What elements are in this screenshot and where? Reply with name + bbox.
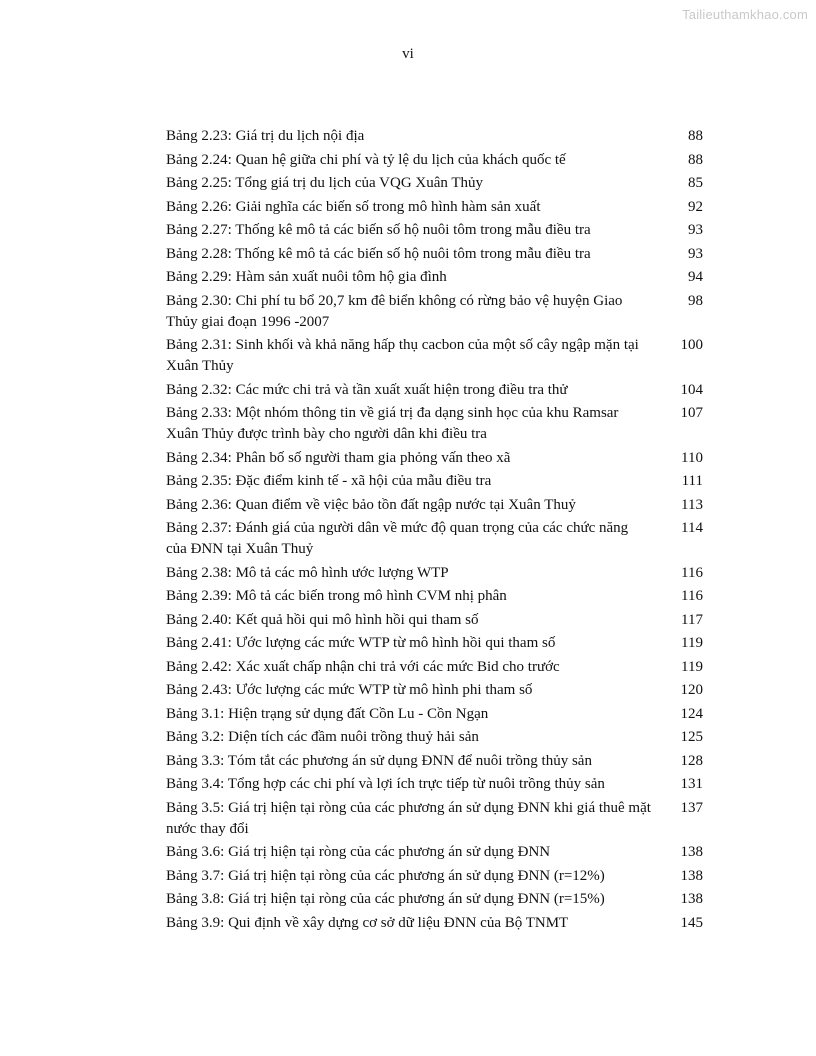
toc-entry-label: Bảng 3.4: Tổng hợp các chi phí và lợi ích trực tiếp từ nuôi trồng thủy sản [166, 776, 605, 792]
toc-entry [166, 889, 703, 910]
toc-entry [166, 842, 703, 863]
table-of-contents [166, 126, 703, 936]
toc-entry-page: 107 [680, 405, 703, 421]
toc-entry-label: Bảng 3.9: Qui định về xây dựng cơ sở dữ liệu ĐNN của Bộ TNMT [166, 914, 569, 931]
toc-entry-label: Bảng 3.1: Hiện trạng sử dụng đất Cồn Lu - Cồn Ngạn [166, 705, 489, 722]
toc-entry-page: 125 [680, 729, 703, 745]
toc-entry [166, 197, 703, 218]
toc-entry-page: 131 [680, 776, 703, 792]
toc-entry-page: 113 [681, 496, 703, 513]
toc-entry [166, 291, 703, 333]
toc-entry-label: Bảng 2.42: Xác xuất chấp nhận chi trả với các mức Bid cho trước [166, 658, 560, 675]
toc-entry-label: Bảng 3.5: Giá trị hiện tại ròng của các phương án sử dụng ĐNN khi giá thuê mặt nước thay đổi [166, 799, 651, 837]
toc-entry-page: 138 [680, 891, 703, 907]
toc-entry-label: Bảng 2.39: Mô tả các biến trong mô hình CVM nhị phân [166, 588, 507, 604]
toc-entry-page: 100 [680, 337, 703, 353]
toc-entry-label: Bảng 2.35: Đặc điểm kinh tế - xã hội của mẫu điều tra [166, 473, 492, 489]
toc-entry-label: Bảng 3.2: Diện tích các đầm nuôi trồng thuỷ hải sản [166, 729, 479, 745]
toc-entry [166, 633, 703, 654]
toc-entry [166, 150, 703, 171]
toc-entry [166, 173, 703, 194]
toc-entry-page: 92 [688, 198, 703, 215]
toc-entry [166, 751, 703, 772]
toc-entry-page: 114 [681, 520, 703, 536]
toc-entry-label: Bảng 3.6: Giá trị hiện tại ròng của các phương án sử dụng ĐNN [166, 844, 551, 860]
toc-entry-label: Bảng 2.31: Sinh khối và khả năng hấp thụ cacbon của một số cây ngập mặn tại Xuân Thủy [166, 337, 639, 374]
toc-entry-label: Bảng 2.26: Giải nghĩa các biến số trong mô hình hàm sản xuất [166, 198, 541, 215]
toc-entry-page: 119 [681, 635, 703, 651]
toc-entry-page: 138 [680, 867, 703, 884]
toc-entry-page: 104 [680, 381, 703, 398]
toc-entry-page: 120 [680, 682, 703, 698]
toc-entry [166, 657, 703, 678]
toc-entry [166, 448, 703, 469]
toc-entry-label: Bảng 2.40: Kết quả hồi qui mô hình hồi qui tham số [166, 611, 479, 628]
toc-entry [166, 680, 703, 701]
toc-entry [166, 220, 703, 241]
toc-entry-page: 116 [681, 564, 703, 581]
toc-entry-page: 119 [681, 658, 703, 675]
toc-entry-label: Bảng 3.7: Giá trị hiện tại ròng của các phương án sử dụng ĐNN (r=12%) [166, 867, 605, 884]
toc-entry [166, 403, 703, 445]
toc-entry-page: 88 [688, 151, 703, 168]
toc-entry-label: Bảng 2.25: Tổng giá trị du lịch của VQG Xuân Thủy [166, 175, 484, 191]
toc-entry-page: 137 [680, 799, 703, 816]
toc-entry [166, 563, 703, 584]
toc-entry-page: 85 [688, 175, 703, 191]
toc-entry [166, 913, 703, 934]
toc-entry [166, 518, 703, 560]
page-number: vi [402, 46, 414, 62]
toc-entry-label: Bảng 3.3: Tóm tắt các phương án sử dụng ĐNN để nuôi trồng thủy sản [166, 752, 592, 769]
toc-entry-page: 128 [680, 752, 703, 769]
toc-entry-page: 88 [688, 128, 703, 144]
toc-entry [166, 727, 703, 748]
toc-entry-page: 145 [680, 914, 703, 931]
toc-entry [166, 471, 703, 492]
toc-entry [166, 244, 703, 265]
toc-entry [166, 495, 703, 516]
toc-entry-label: Bảng 2.37: Đánh giá của người dân về mức độ quan trọng của các chức năng của ĐNN tại Xuân Thuỷ [166, 520, 629, 557]
toc-entry-label: Bảng 2.29: Hàm sản xuất nuôi tôm hộ gia đình [166, 269, 447, 285]
toc-entry-label: Bảng 3.8: Giá trị hiện tại ròng của các phương án sử dụng ĐNN (r=15%) [166, 891, 605, 907]
toc-entry-label: Bảng 2.27: Thống kê mô tả các biến số hộ nuôi tôm trong mẫu điều tra [166, 222, 591, 238]
toc-entry-label: Bảng 2.28: Thống kê mô tả các biến số hộ nuôi tôm trong mẫu điều tra [166, 245, 591, 262]
toc-entry-page: 124 [680, 705, 703, 722]
toc-entry-label: Bảng 2.24: Quan hệ giữa chi phí và tỷ lệ du lịch của khách quốc tế [166, 151, 566, 168]
toc-entry-label: Bảng 2.34: Phân bố số người tham gia phỏng vấn theo xã [166, 449, 511, 466]
toc-entry [166, 798, 703, 840]
toc-entry-page: 111 [681, 473, 703, 489]
toc-entry-page: 138 [680, 844, 703, 860]
toc-entry-label: Bảng 2.41: Ước lượng các mức WTP từ mô hình hồi qui tham số [166, 635, 556, 651]
toc-entry-page: 117 [681, 611, 703, 628]
toc-entry-label: Bảng 2.43: Ước lượng các mức WTP từ mô hình phi tham số [166, 682, 533, 698]
toc-entry-label: Bảng 2.32: Các mức chi trả và tần xuất xuất hiện trong điều tra thử [166, 381, 568, 398]
toc-entry-label: Bảng 2.23: Giá trị du lịch nội địa [166, 128, 365, 144]
toc-entry [166, 380, 703, 401]
toc-entry-label: Bảng 2.33: Một nhóm thông tin về giá trị đa dạng sinh học của khu Ramsar Xuân Thủy được trình bày cho người dân khi điều tra [166, 405, 619, 442]
toc-entry-label: Bảng 2.30: Chi phí tu bổ 20,7 km đê biển không có rừng bảo vệ huyện Giao Thủy giai đoạn 1996 -2007 [166, 292, 623, 330]
toc-entry [166, 586, 703, 607]
toc-entry [166, 704, 703, 725]
toc-entry-label: Bảng 2.36: Quan điểm về việc bảo tồn đất ngập nước tại Xuân Thuỷ [166, 496, 576, 513]
toc-entry [166, 610, 703, 631]
toc-entry [166, 267, 703, 288]
toc-entry [166, 866, 703, 887]
toc-entry [166, 774, 703, 795]
toc-entry-page: 94 [688, 269, 703, 285]
toc-entry-page: 93 [688, 245, 703, 262]
toc-entry [166, 335, 703, 377]
toc-entry-page: 98 [688, 292, 703, 309]
toc-entry [166, 126, 703, 147]
toc-entry-page: 110 [681, 449, 703, 466]
watermark-text: Tailieuthamkhao.com [682, 7, 808, 22]
toc-entry-label: Bảng 2.38: Mô tả các mô hình ước lượng WTP [166, 564, 449, 581]
toc-entry-page: 116 [681, 588, 703, 604]
toc-entry-page: 93 [688, 222, 703, 238]
